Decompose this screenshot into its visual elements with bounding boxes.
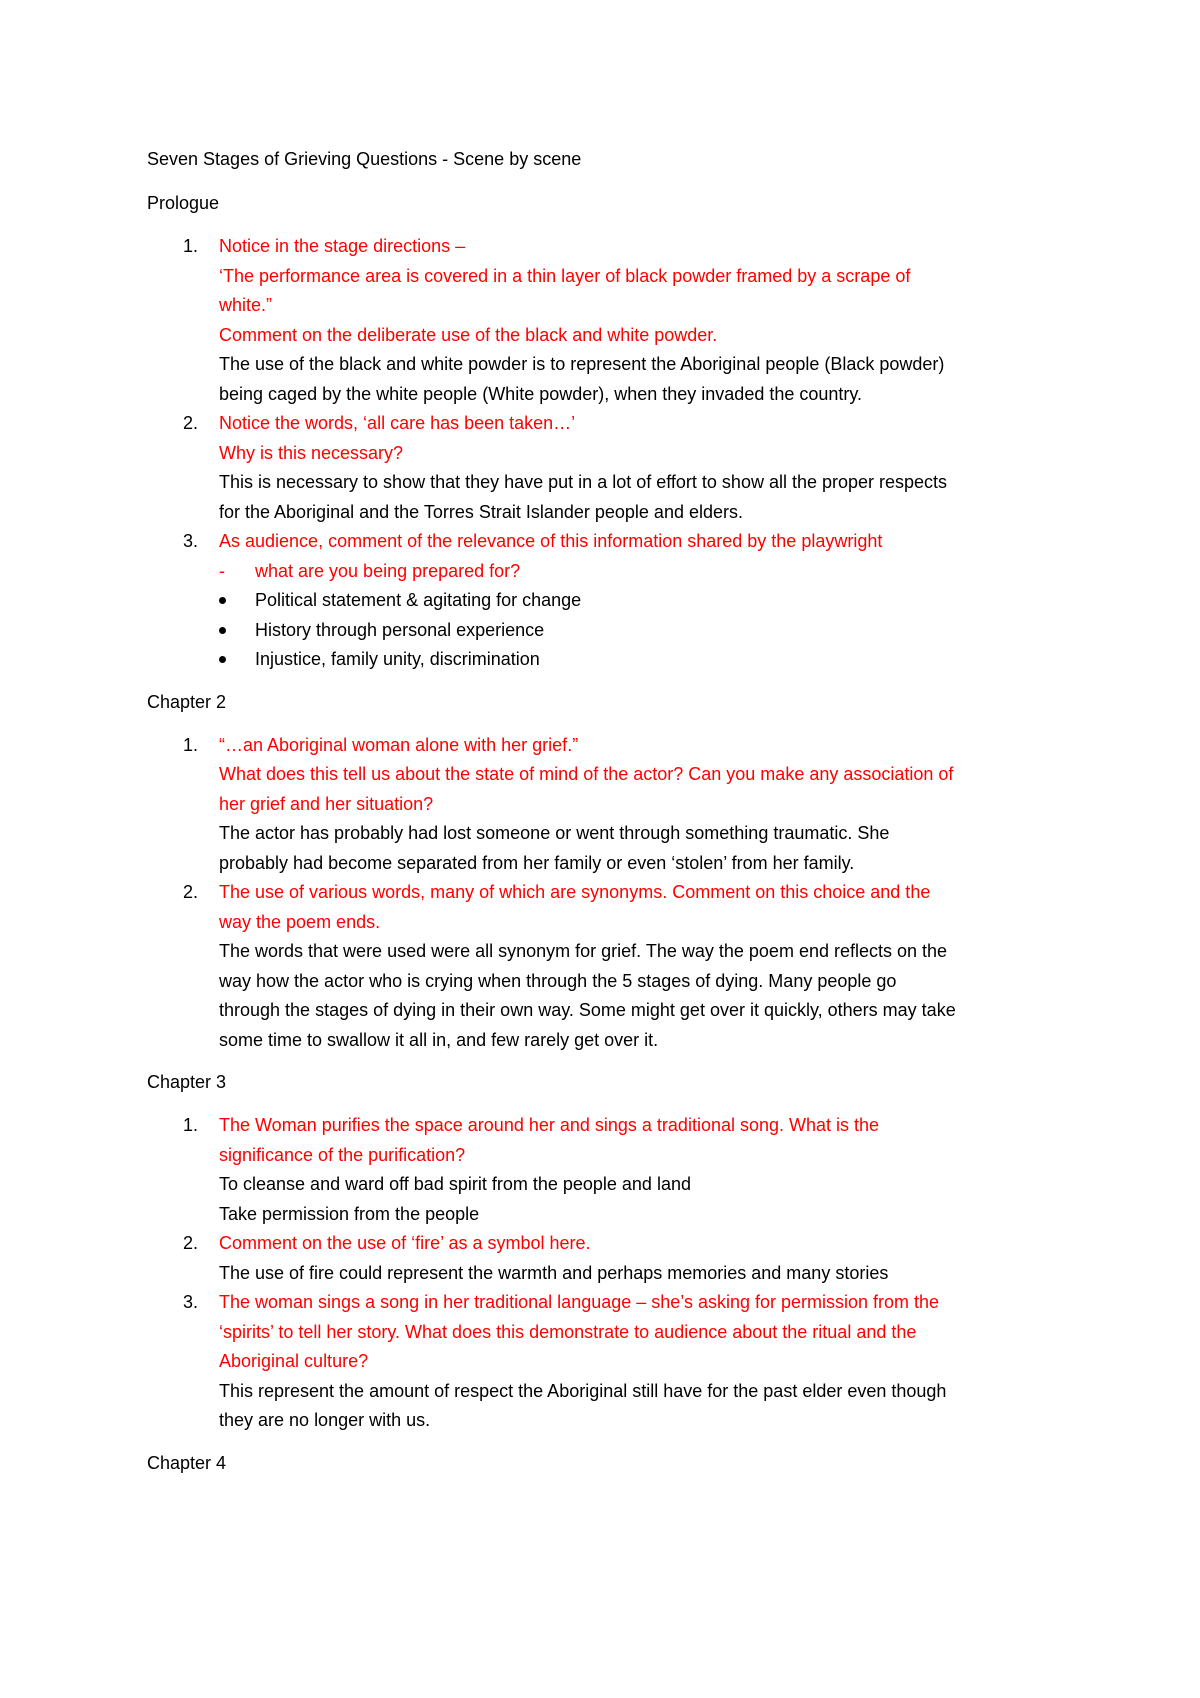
answer-text-line: for the Aboriginal and the Torres Strait Islander people and elders. [219, 501, 743, 522]
question-item [147, 527, 1077, 675]
bullet-item [219, 586, 1077, 616]
section-heading: Chapter 3 [147, 1072, 227, 1092]
question-number: 3. [183, 531, 199, 551]
question-list [147, 232, 1077, 675]
answer-text-line: through the stages of dying in their own way. Some might get over it quickly, others may take [219, 1000, 956, 1020]
question-item [147, 1229, 1077, 1288]
question-item [147, 1111, 1077, 1229]
bullet-item [219, 616, 1077, 646]
bullet-dot-icon [219, 656, 226, 663]
question-text-line: ‘The performance area is covered in a thin layer of black powder framed by a scrape of [219, 265, 911, 286]
answer-text-line: To cleanse and ward off bad spirit from the people and land [219, 1174, 691, 1194]
section-heading: Chapter 2 [147, 691, 227, 712]
question-number: 3. [183, 1292, 199, 1312]
bullet-dot-icon [219, 597, 226, 604]
answer-text-line: The use of fire could represent the warmth and perhaps memories and many stories [219, 1262, 889, 1283]
question-text-line: “…an Aboriginal woman alone with her grief.” [219, 734, 579, 755]
question-text-line: white.” [219, 295, 273, 315]
question-text-line: Notice the words, ‘all care has been taken…’ [219, 413, 576, 433]
section-heading: Chapter 4 [147, 1452, 227, 1473]
bullet-icon [219, 645, 249, 675]
answer-text-line: This is necessary to show that they have put in a lot of effort to show all the proper respects [219, 472, 948, 492]
answer-text-line: The words that were used were all synonym for grief. The way the poem end reflects on the [219, 941, 948, 961]
question-text-line: Aboriginal culture? [219, 1351, 369, 1371]
answer-text-line: This represent the amount of respect the Aboriginal still have for the past elder even though [219, 1380, 947, 1401]
question-number: 1. [183, 1115, 199, 1135]
question-text-line: Notice in the stage directions – [219, 236, 466, 256]
question-number: 1. [183, 236, 199, 256]
question-list [147, 731, 1077, 1056]
question-text-line: The Woman purifies the space around her and sings a traditional song. What is the [219, 1115, 880, 1135]
question-item [147, 409, 1077, 527]
question-text-line: Why is this necessary? [219, 442, 404, 463]
answer-text-line: The use of the black and white powder is to represent the Aboriginal people (Black powder) [219, 354, 945, 374]
question-text-line: The woman sings a song in her traditional language – she’s asking for permission from the [219, 1292, 940, 1312]
question-text-line: her grief and her situation? [219, 793, 434, 814]
answer-text-line: some time to swallow it all in, and few rarely get over it. [219, 1029, 659, 1050]
question-item [147, 731, 1077, 879]
question-number: 2. [183, 413, 199, 433]
bullet-item-text: History through personal experience [255, 619, 545, 640]
question-text-line: way the poem ends. [219, 911, 381, 932]
bullet-item-text: Political statement & agitating for change [255, 590, 582, 610]
question-item [147, 232, 1077, 409]
question-text-line: ‘spirits’ to tell her story. What does this demonstrate to audience about the ritual and the [219, 1321, 917, 1342]
answer-text-line: they are no longer with us. [219, 1410, 431, 1430]
question-text-line: significance of the purification? [219, 1144, 466, 1165]
question-item [147, 1288, 1077, 1436]
answer-text-line: being caged by the white people (White powder), when they invaded the country. [219, 383, 863, 404]
bullet-item [219, 645, 1077, 675]
question-list [147, 1111, 1077, 1436]
question-number: 2. [183, 1233, 199, 1253]
question-text-line: Comment on the deliberate use of the black and white powder. [219, 324, 718, 345]
document-title: Seven Stages of Grieving Questions - Scene by scene [147, 149, 582, 169]
answer-text-line: Take permission from the people [219, 1203, 480, 1224]
dash-sub-item [219, 557, 1077, 587]
answer-text-line: probably had become separated from her family or even ‘stolen’ from her family. [219, 852, 855, 873]
answer-text-line: The actor has probably had lost someone or went through something traumatic. She [219, 823, 890, 843]
question-text-line: Comment on the use of ‘fire’ as a symbol here. [219, 1233, 591, 1253]
question-number: 2. [183, 882, 199, 902]
document-content [147, 144, 1077, 1492]
question-text-line: The use of various words, many of which are synonyms. Comment on this choice and the [219, 882, 931, 902]
section-heading: Prologue [147, 193, 220, 213]
question-text-line: As audience, comment of the relevance of this information shared by the playwright [219, 531, 883, 551]
question-text-line: What does this tell us about the state of mind of the actor? Can you make any association of [219, 764, 954, 784]
bullet-icon [219, 586, 249, 616]
bullet-icon [219, 616, 249, 646]
bullet-item-text: Injustice, family unity, discrimination [255, 649, 540, 669]
answer-text-line: way how the actor who is crying when through the 5 stages of dying. Many people go [219, 970, 897, 991]
dash-marker: - [219, 560, 225, 581]
question-item [147, 878, 1077, 1055]
bullet-dot-icon [219, 627, 226, 634]
dash-sub-item-text: what are you being prepared for? [255, 560, 521, 581]
question-number: 1. [183, 734, 199, 755]
